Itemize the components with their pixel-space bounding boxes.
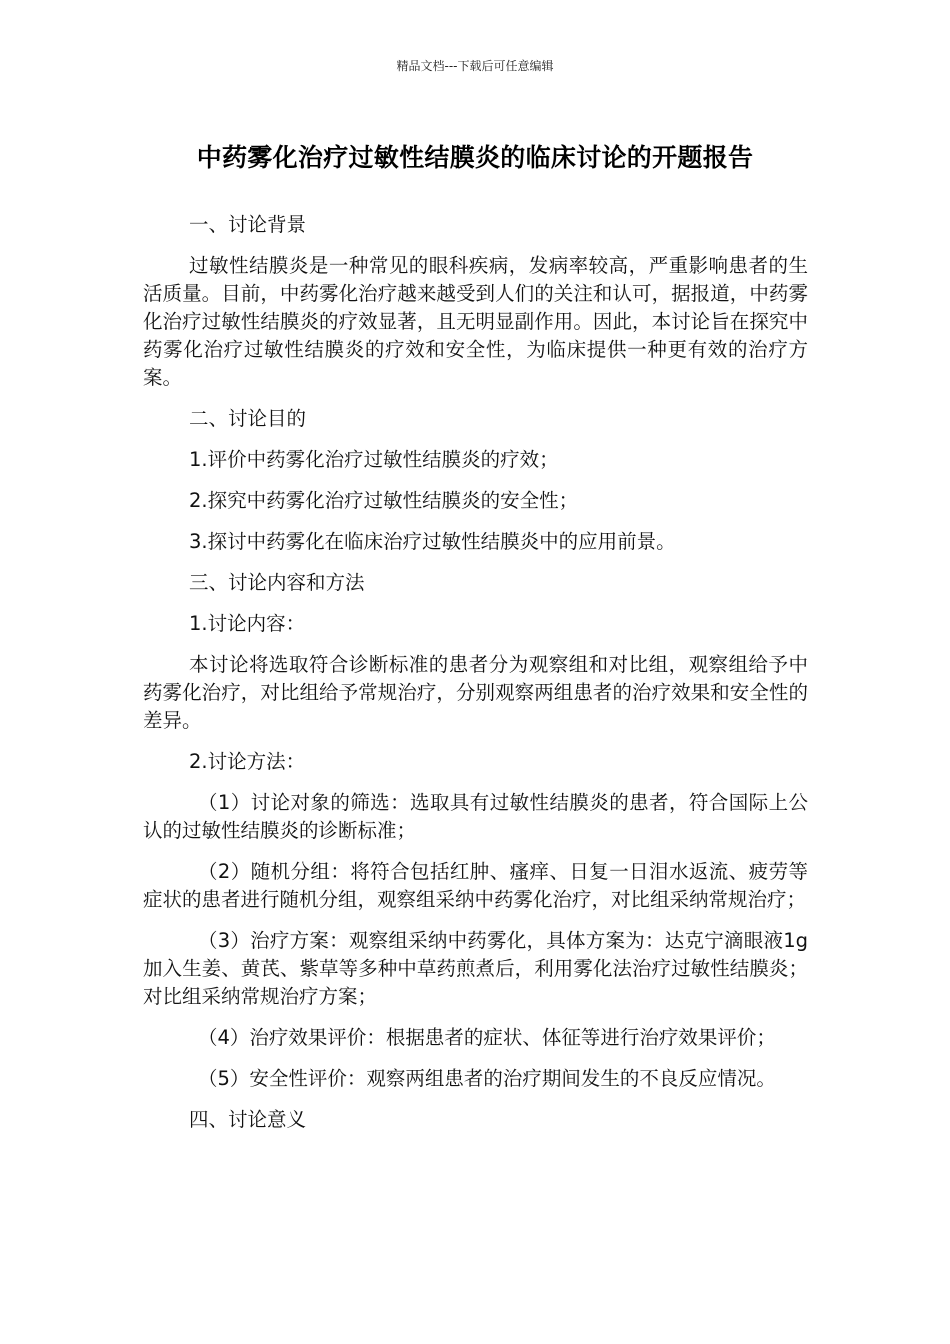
purpose-item-3: 3.探讨中药雾化在临床治疗过敏性结膜炎中的应用前景。 [189,530,676,553]
method-item-5: （5）安全性评价：观察两组患者的治疗期间发生的不良反应情况。 [198,1067,776,1090]
method-item-1: （1）讨论对象的筛选：选取具有过敏性结膜炎的患者，符合国际上公认的过敏性结膜炎的诊断标准； [143,791,808,842]
document-title: 中药雾化治疗过敏性结膜炎的临床讨论的开题报告 [196,143,754,172]
purpose-item-2: 2.探究中药雾化治疗过敏性结膜炎的安全性； [189,489,579,512]
content-paragraph: 本讨论将选取符合诊断标准的患者分为观察组和对比组，观察组给予中药雾化治疗，对比组给予常规治疗，分别观察两组患者的治疗效果和安全性的差异。 [143,653,808,732]
method-item-2: （2）随机分组：将符合包括红肿、瘙痒、日复一日泪水返流、疲劳等症状的患者进行随机分组，观察组采纳中药雾化治疗，对比组采纳常规治疗； [143,860,808,911]
background-paragraph: 过敏性结膜炎是一种常见的眼科疾病，发病率较高，严重影响患者的生活质量。目前，中药雾化治疗越来越受到人们的关注和认可，据报道，中药雾化治疗过敏性结膜炎的疗效显著，且无明显副作用。因此，本讨论旨在探究中药雾化治疗过敏性结膜炎的疗效和安全性，为临床提供一种更有效的治疗方案。 [143,254,808,389]
page-header-note: 精品文档---下载后可任意编辑 [396,59,554,73]
content-subheading: 1.讨论内容： [189,612,306,635]
section-heading-significance: 四、讨论意义 [189,1108,307,1131]
section-heading-background: 一、讨论背景 [189,213,307,236]
section-heading-purpose: 二、讨论目的 [189,407,307,430]
method-item-4: （4）治疗效果评价：根据患者的症状、体征等进行治疗效果评价； [198,1026,776,1049]
document-body [143,211,808,1147]
section-heading-content-methods: 三、讨论内容和方法 [189,571,365,594]
method-item-3: （3）治疗方案：观察组采纳中药雾化，具体方案为：达克宁滴眼液1g 加入生姜、黄芪、紫草等多种中草药煎煮后，利用雾化法治疗过敏性结膜炎；对比组采纳常规治疗方案； [143,929,808,1008]
purpose-item-1: 1.评价中药雾化治疗过敏性结膜炎的疗效； [189,448,559,471]
methods-subheading: 2.讨论方法： [189,750,306,773]
